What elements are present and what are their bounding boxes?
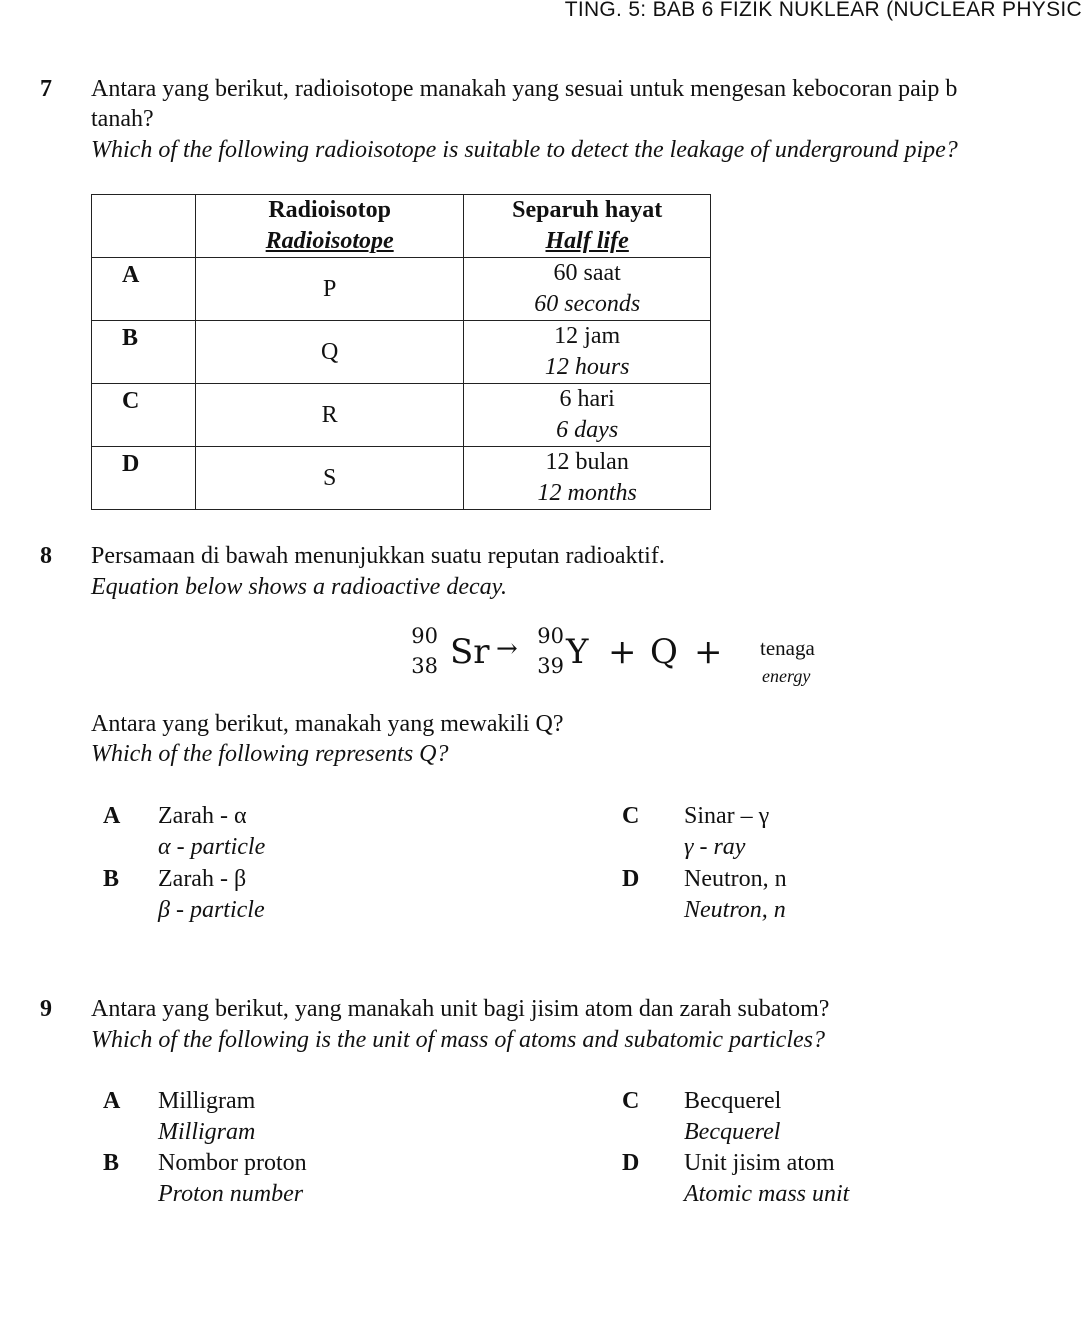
half-life-en: 12 months — [537, 480, 637, 506]
row-half-life — [464, 384, 711, 447]
table-header-half-life — [464, 195, 711, 258]
q9-option-b-letter: B — [103, 1150, 120, 1176]
header-col1-en: Radioisotope — [265, 228, 394, 254]
q8-option-a-ms: Zarah - α — [158, 803, 247, 829]
table-header-row — [92, 195, 711, 258]
daughter-symbol: Y — [566, 632, 589, 672]
row-half-life — [464, 258, 711, 321]
parent-symbol: Sr — [450, 632, 490, 672]
half-life-ms: 12 bulan — [545, 449, 629, 475]
row-option: A — [92, 258, 196, 321]
q9-option-c-ms: Becquerel — [684, 1088, 782, 1114]
row-option: D — [92, 447, 196, 510]
q9-option-c-en: Becquerel — [684, 1119, 781, 1145]
q7-text-en: Which of the following radioisotope is suitable to detect the leakage of underground pipe? — [91, 137, 958, 163]
table-row — [92, 258, 711, 321]
q7-text-ms-line2: tanah? — [91, 106, 154, 132]
q8-option-c-ms: Sinar – γ — [684, 803, 770, 829]
q9-option-a-en: Milligram — [158, 1119, 256, 1145]
q9-number: 9 — [40, 996, 52, 1022]
plus-sign-1: + — [608, 632, 637, 672]
daughter-mass-number: 90 — [537, 624, 564, 648]
parent-mass-number: 90 — [411, 624, 438, 648]
row-half-life — [464, 321, 711, 384]
row-isotope: R — [195, 384, 463, 447]
q8-prompt-ms: Antara yang berikut, manakah yang mewakili Q? — [91, 711, 564, 737]
half-life-ms: 6 hari — [559, 386, 615, 412]
table-row — [92, 384, 711, 447]
half-life-ms: 12 jam — [554, 323, 621, 349]
q8-option-a-letter: A — [103, 803, 121, 829]
decay-arrow: → — [496, 634, 518, 664]
table-row — [92, 321, 711, 384]
table-row — [92, 447, 711, 510]
q8-option-a-en: α - particle — [158, 834, 266, 860]
q8-option-c-en: γ - ray — [684, 834, 746, 860]
q9-option-c-letter: C — [622, 1088, 640, 1114]
energy-ms: tenaga — [760, 636, 815, 660]
q7-text-ms-line1: Antara yang berikut, radioisotope manakah yang sesuai untuk mengesan kebocoran paip b — [91, 76, 958, 102]
q8-option-c-letter: C — [622, 803, 640, 829]
daughter-atomic-number: 39 — [537, 654, 564, 678]
q8-option-d-letter: D — [622, 866, 640, 892]
q9-option-d-ms: Unit jisim atom — [684, 1150, 835, 1176]
half-life-ms: 60 saat — [553, 260, 621, 286]
header-col1-ms: Radioisotop — [268, 197, 392, 223]
q9-option-d-en: Atomic mass unit — [684, 1181, 850, 1207]
q7-number: 7 — [40, 76, 52, 102]
row-option: B — [92, 321, 196, 384]
plus-sign-2: + — [694, 632, 723, 672]
half-life-en: 6 days — [556, 417, 619, 443]
radioisotope-table — [91, 194, 711, 510]
q8-option-d-en: Neutron, n — [684, 897, 786, 923]
q8-number: 8 — [40, 543, 52, 569]
q8-text-en: Equation below shows a radioactive decay. — [91, 574, 507, 600]
page-header: TING. 5: BAB 6 FIZIK NUKLEAR (NUCLEAR PHYSIC — [564, 0, 1082, 21]
q9-option-b-ms: Nombor proton — [158, 1150, 307, 1176]
q9-text-ms: Antara yang berikut, yang manakah unit bagi jisim atom dan zarah subatom? — [91, 996, 830, 1022]
q8-option-b-en: β - particle — [158, 897, 265, 923]
q9-text-en: Which of the following is the unit of mass of atoms and subatomic particles? — [91, 1027, 825, 1053]
half-life-en: 12 hours — [544, 354, 630, 380]
row-isotope: P — [195, 258, 463, 321]
table-header-radioisotope — [195, 195, 463, 258]
q8-option-d-ms: Neutron, n — [684, 866, 787, 892]
q8-option-b-ms: Zarah - β — [158, 866, 247, 892]
energy-en: energy — [762, 666, 811, 686]
table-header-blank — [92, 195, 196, 258]
header-col2-ms: Separuh hayat — [512, 197, 663, 223]
row-isotope: Q — [195, 321, 463, 384]
q8-option-b-letter: B — [103, 866, 120, 892]
q9-option-a-ms: Milligram — [158, 1088, 256, 1114]
parent-atomic-number: 38 — [411, 654, 438, 678]
q8-text-ms: Persamaan di bawah menunjukkan suatu reputan radioaktif. — [91, 543, 665, 569]
header-col2-en: Half life — [545, 228, 629, 254]
q9-option-b-en: Proton number — [158, 1181, 304, 1207]
q9-option-a-letter: A — [103, 1088, 121, 1114]
half-life-en: 60 seconds — [534, 291, 641, 317]
row-option: C — [92, 384, 196, 447]
row-half-life — [464, 447, 711, 510]
product-q: Q — [650, 632, 678, 672]
q8-prompt-en: Which of the following represents Q? — [91, 741, 449, 767]
q9-option-d-letter: D — [622, 1150, 640, 1176]
row-isotope: S — [195, 447, 463, 510]
